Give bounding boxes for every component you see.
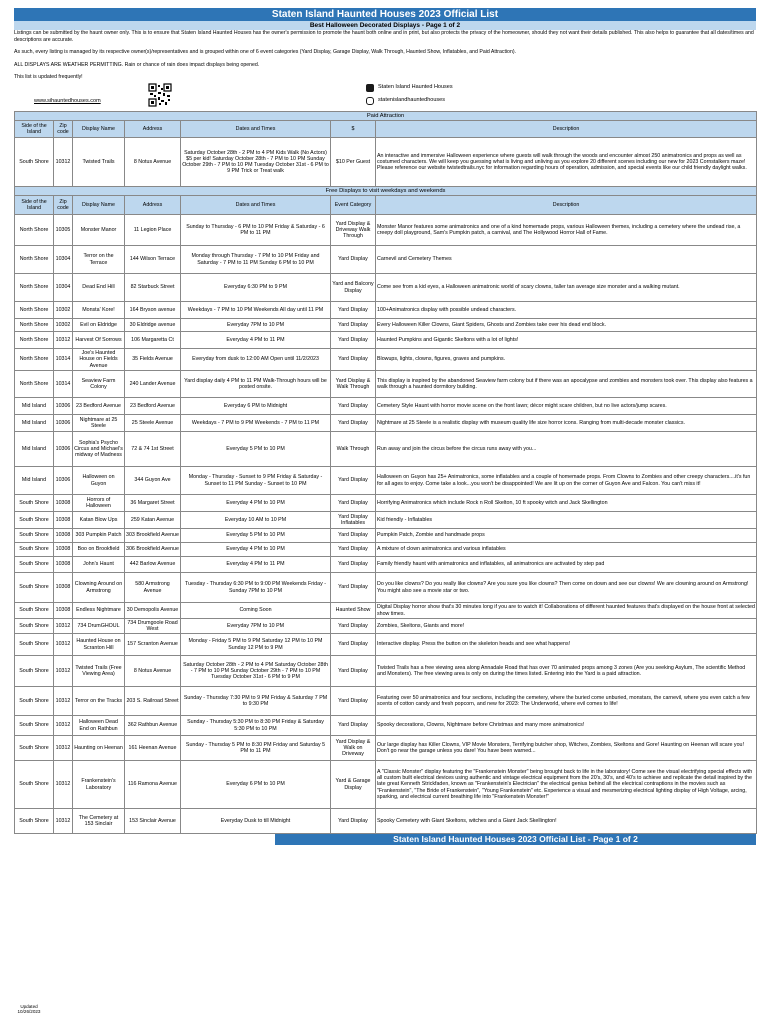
cell-category: Yard Display: [331, 687, 376, 716]
qr-code-icon: [148, 83, 172, 107]
table-row: [15, 467, 757, 495]
cell-name: Harvest Of Sorrows: [73, 332, 125, 349]
cell-description: Haunted Pumpkins and Gigantic Skeltons with a lot of lights!: [376, 332, 757, 349]
cell-zip: 10312: [54, 634, 73, 656]
cell-name: Twisted Trails: [73, 138, 125, 187]
cell-dates: Everyday 7PM to 10 PM: [181, 319, 331, 332]
cell-zip: 10306: [54, 415, 73, 432]
paid-band-label: Paid Attraction: [15, 112, 757, 121]
note-ownership: Listings can be submitted by the haunt owner only. This is to ensure that Staten Island Haunted Houses has the owner's permission to promote the haunt both online and in print, but also protects the privacy of the homeowner, should they not want their details published. This also helps to guarantee that all dates/times and descriptions are accurate.: [14, 30, 754, 44]
cell-zip: 10306: [54, 432, 73, 467]
cell-category: Yard Display: [331, 634, 376, 656]
cell-zip: 10305: [54, 215, 73, 246]
cell-category: Yard Display: [331, 495, 376, 512]
cell-name: Seaview Farm Colony: [73, 371, 125, 398]
cell-dates: Everyday Dusk to till Midnight: [181, 809, 331, 834]
table-row: [15, 215, 757, 246]
cell-side: South Shore: [15, 736, 54, 761]
cell-side: North Shore: [15, 319, 54, 332]
cell-description: This display is inspired by the abandoned Seaview farm colony but if there was an apocalypse and zombies and monsters took over. This display also features a walk through a haunted dormitory building.: [376, 371, 757, 398]
cell-address: 23 Bedford Avenue: [125, 398, 181, 415]
cell-category: Yard Display: [331, 302, 376, 319]
cell-address: 30 Eldridge avenue: [125, 319, 181, 332]
cell-description: Digital Display horror show that's 30 minutes long if you are to watch it! Collaborations of different haunted features that's displayed on the house front at selected show times.: [377, 604, 755, 617]
cell-side: North Shore: [15, 274, 54, 302]
cell-side: South Shore: [15, 529, 54, 543]
cell-name: John's Haunt: [73, 557, 125, 573]
cell-address: 157 Scranton Avenue: [125, 634, 181, 656]
footer-title: Staten Island Haunted Houses 2023 Official List - Page 1 of 2: [275, 834, 756, 845]
cell-address: 240 Lander Avenue: [125, 371, 181, 398]
free-band-label: Free Displays to visit weekdays and weekends: [15, 187, 757, 196]
table-row: [15, 349, 757, 371]
cell-category: Yard Display & Walk Through: [331, 371, 376, 398]
cell-name: Terror on the Terrace: [73, 246, 125, 274]
cell-zip: 10312: [54, 736, 73, 761]
cell-description: Spooky decorations, Clowns, Nightmare before Christmas and many more animatronics!: [376, 716, 757, 736]
paid-header-row: [15, 121, 757, 138]
table-row: [15, 761, 757, 809]
cell-category: Walk Through: [331, 432, 376, 467]
table-row: [15, 634, 757, 656]
cell-side: South Shore: [15, 809, 54, 834]
cell-zip: 10304: [54, 274, 73, 302]
cell-zip: 10312: [54, 138, 73, 187]
cell-dates: Saturday October 28th - 2 PM to 4 PM Saturday October 28th - 7 PM to 10 PM Sunday October 29th - 7 PM to 10 PM Tuesday October 31st - 6 PM to 9 PM: [181, 656, 331, 687]
cell-dates: Everyday 6:30 PM to 9 PM: [181, 274, 331, 302]
cell-category: Yard Display Inflatables: [331, 512, 376, 529]
cell-name: Frankenstein's Laboratory: [73, 761, 125, 809]
facebook-label[interactable]: Staten Island Haunted Houses: [378, 84, 453, 91]
cell-category: Yard and Balcony Display: [331, 274, 376, 302]
cell-address: 580 Armstrong Avenue: [125, 573, 181, 603]
cell-side: North Shore: [15, 332, 54, 349]
cell-address: 306 Brookfield Avenue: [125, 543, 181, 557]
cell-description: Twisted Trails has a free viewing area along Annadale Road that has over 70 animated props among 3 zones (Are you seeking Asylum, The scientific Method and Monsters). The free viewing area is only on during the times listed. Entering into the Yard is a paid attraction.: [376, 656, 757, 687]
document-sheet: [14, 8, 756, 845]
column-header-zip: Zip code: [54, 121, 73, 138]
cell-description: Cemetery Style Haunt with horror movie scene on the front lawn; décor might scare children, but no live actors/jump scares.: [376, 398, 757, 415]
cell-zip: 10312: [54, 716, 73, 736]
cell-category: Yard Display: [331, 716, 376, 736]
cell-address: 8 Notus Avenue: [125, 656, 181, 687]
cell-category: Yard Display: [331, 557, 376, 573]
cell-description: Featuring over 50 animatronics and four sections, including the cemetery, where the buried come unburied, monstars, the carnevil, where you even catch a few scents of cotton candy and fresh popcorn, and new for 2023: The Underworld, where evil comes to life!: [376, 687, 757, 716]
cell-category: Haunted Show: [331, 603, 376, 619]
cell-address: 30 Demopolis Avenue: [125, 603, 181, 619]
cell-description: Spooky Cemetery with Giant Skeltons, witches and a Giant Jack Skellington!: [376, 809, 757, 834]
cell-category: Yard Display: [331, 529, 376, 543]
table-row: [15, 432, 757, 467]
cell-side: South Shore: [15, 687, 54, 716]
cell-zip: 10312: [54, 332, 73, 349]
cell-description: Our large display has Killer Clowns, VIP Movie Monsters, Terrifying butcher shop, Witches, Zombies, Skeltons and Gore! Haunting on Heenan will scare you! Don't go near the garage unless you dare! You have been warned...: [376, 736, 757, 761]
cell-address: 442 Barlow Avenue: [125, 557, 181, 573]
cell-zip: 10312: [54, 809, 73, 834]
listings-table: [14, 111, 757, 834]
cell-name: 303 Pumpkin Patch: [73, 529, 125, 543]
column-header-side: Side of the Island: [15, 121, 54, 138]
cell-description: Carnevil and Cemetery Themes: [376, 246, 757, 274]
cell-dates: Everyday 4 PM to 10 PM: [181, 495, 331, 512]
page-subtitle: Best Halloween Decorated Displays - Page 1 of 2: [14, 21, 756, 30]
cell-address: 35 Fields Avenue: [125, 349, 181, 371]
cell-dates: Weekdays - 7 PM to 10 PM Weekends All day until 11 PM: [181, 302, 331, 319]
notes-section: [14, 30, 756, 81]
table-row: [15, 415, 757, 432]
cell-name: The Cemetery at 153 Sinclair: [73, 809, 125, 834]
note-updated: This list is updated frequently!: [14, 73, 83, 80]
cell-category: Yard Display & Walk on Driveway: [331, 736, 376, 761]
cell-name: Monsta' Kore!: [73, 302, 125, 319]
cell-category: Yard & Garage Display: [331, 761, 376, 809]
note-categories: As such, every listing is managed by its respective owner(s)/representatives and is grouped within one of 6 event categories (Yard Display, Garage Display, Walk Through, Haunted Show, Inflatables, and Paid Attraction).: [14, 49, 516, 56]
cell-side: South Shore: [15, 603, 54, 619]
column-header-category: $: [331, 121, 376, 138]
cell-name: 23 Bedford Avenue: [73, 398, 125, 415]
cell-zip: 10308: [54, 543, 73, 557]
cell-category: Yard Display: [331, 332, 376, 349]
table-row: [15, 371, 757, 398]
column-header-category: Event Category: [331, 196, 376, 215]
cell-zip: 10306: [54, 467, 73, 495]
column-header-address: Address: [125, 196, 181, 215]
updated-date: Updated 10/26/2023: [17, 1004, 41, 1014]
cell-side: Mid Island: [15, 398, 54, 415]
cell-side: North Shore: [15, 302, 54, 319]
facebook-icon: [366, 84, 374, 92]
cell-category: Yard Display: [331, 809, 376, 834]
cell-side: South Shore: [15, 138, 54, 187]
cell-dates: Tuesday - Thursday 6:30 PM to 9:00 PM Weekends Friday - Sunday 7PM to 10 PM: [181, 573, 331, 603]
table-row: [15, 656, 757, 687]
cell-zip: 10308: [54, 512, 73, 529]
cell-dates: Everyday from dusk to 12:00 AM Open until 11/2/2023: [181, 349, 331, 371]
free-band: [15, 187, 757, 196]
cell-dates: Weekdays - 7 PM to 9 PM Weekends - 7 PM to 11 PM: [181, 415, 331, 432]
cell-description: 100+Animatronics display with possible undead characters.: [376, 302, 757, 319]
cell-side: South Shore: [15, 557, 54, 573]
cell-dates: Everyday 6 PM to Midnight: [181, 398, 331, 415]
table-row: [15, 736, 757, 761]
table-row: [15, 398, 757, 415]
cell-zip: 10302: [54, 302, 73, 319]
table-row: [15, 302, 757, 319]
cell-address: 82 Starbuck Street: [125, 274, 181, 302]
cell-address: 8 Notus Avenue: [125, 138, 181, 187]
cell-description: Interactive display. Press the button on the skeleton heads and see what happens!: [376, 634, 757, 656]
cell-category: Yard Display: [331, 467, 376, 495]
cell-address: 344 Guyon Ave: [125, 467, 181, 495]
cell-address: 161 Heenan Avenue: [125, 736, 181, 761]
cell-zip: 10308: [54, 529, 73, 543]
cell-dates: Everyday 4 PM to 11 PM: [181, 557, 331, 573]
cell-dates: Coming Soon: [181, 603, 331, 619]
cell-name: Twisted Trails (Free Viewing Area): [73, 656, 125, 687]
cell-description: Kid friendly - Inflatables: [376, 512, 757, 529]
cell-category: Yard Display: [331, 319, 376, 332]
cell-address: 303 Brookfield Avenue: [125, 529, 181, 543]
cell-description: Blowups, lights, clowns, figures, graves and pumpkins.: [376, 349, 757, 371]
cell-description: Pumpkin Patch, Zombie and handmade props: [376, 529, 757, 543]
cell-name: 734 DrumGHOUL: [73, 619, 125, 634]
note-weather: ALL DISPLAYS ARE WEATHER PERMITTING. Rain or chance of rain does impact displays being opened.: [14, 61, 260, 68]
cell-side: South Shore: [15, 512, 54, 529]
cell-name: Boo on Brookfield: [73, 543, 125, 557]
cell-description: Nightmare at 25 Steele is a realistic display with museum quality life size horror icons. Ranging from multi-decade monster classics.: [376, 415, 757, 432]
table-row: [15, 512, 757, 529]
cell-zip: 10304: [54, 246, 73, 274]
cell-name: Halloween on Guyon: [73, 467, 125, 495]
table-row: [15, 138, 757, 187]
cell-address: 106 Margaretta Ct: [125, 332, 181, 349]
cell-side: South Shore: [15, 495, 54, 512]
social-links: [366, 81, 453, 107]
cell-zip: 10302: [54, 319, 73, 332]
cell-side: South Shore: [15, 543, 54, 557]
column-header-address: Address: [125, 121, 181, 138]
table-row: [15, 573, 757, 603]
table-row: [15, 687, 757, 716]
table-row: [15, 557, 757, 573]
cell-side: North Shore: [15, 371, 54, 398]
cell-address: 362 Rathbun Avenue: [125, 716, 181, 736]
cell-address: 36 Margaret Street: [125, 495, 181, 512]
cell-name: Horrors of Halloween: [73, 495, 125, 512]
cell-name: Haunted House on Scranton Hill: [73, 634, 125, 656]
cell-dates: Monday - Thursday - Sunset to 9 PM Friday & Saturday - Sunset to 11 PM Sunday - Sunset to 10 PM: [181, 467, 331, 495]
cell-dates: Saturday October 28th - 2 PM to 4 PM Kids Walk (No Actors) $5 per kid! Saturday October 28th - 7 PM to 10 PM Sunday October 29th - 7 PM to 10 PM Tuesday October 31st - 6 PM to 9 PM Trick or Treat walk: [181, 138, 331, 187]
table-row: [15, 332, 757, 349]
cell-address: 153 Sinclair Avenue: [125, 809, 181, 834]
cell-zip: 10314: [54, 349, 73, 371]
paid-band: [15, 112, 757, 121]
table-row: [15, 246, 757, 274]
table-row: [15, 529, 757, 543]
cell-category: Yard Display: [331, 656, 376, 687]
column-header-name: Display Name: [73, 121, 125, 138]
cell-category: Yard Display: [331, 543, 376, 557]
cell-name: Terror on the Tracks: [73, 687, 125, 716]
cell-dates: Everyday 4 PM to 10 PM: [181, 543, 331, 557]
cell-dates: Sunday - Thursday 5:30 PM to 8:30 PM Friday & Saturday 5:30 PM to 10 PM: [181, 716, 331, 736]
cell-dates: Monday - Friday 5 PM to 9 PM Saturday 12 PM to 10 PM Sunday 12 PM to 9 PM: [181, 634, 331, 656]
table-row: [15, 495, 757, 512]
cell-category: $10 Per Guest: [331, 138, 376, 187]
cell-side: Mid Island: [15, 432, 54, 467]
table-row: [15, 543, 757, 557]
cell-description: Horrifying Animatronics which include Rock n Roll Skelton, 10 ft spooky witch and Jack Skellington: [376, 495, 757, 512]
cell-zip: 10308: [54, 495, 73, 512]
cell-dates: Everyday 5 PM to 10 PM: [181, 529, 331, 543]
cell-description: Family friendly haunt with animatronics and inflatables, all animatronics are activated by step pad: [376, 557, 757, 573]
cell-zip: 10308: [54, 603, 73, 619]
cell-category: Yard Display: [331, 415, 376, 432]
cell-description: A mixture of clown animatronics and various inflatables: [376, 543, 757, 557]
column-header-description: Description: [376, 121, 757, 138]
cell-category: Yard Display: [331, 398, 376, 415]
cell-dates: Monday through Thursday - 7 PM to 10 PM Friday and Saturday - 7 PM to 11 PM Sunday 6 PM to 10 PM: [181, 246, 331, 274]
column-header-zip: Zip code: [54, 196, 73, 215]
column-header-dates: Dates and Times: [181, 196, 331, 215]
cell-zip: 10306: [54, 398, 73, 415]
table-row: [15, 716, 757, 736]
page-title: Staten Island Haunted Houses 2023 Official List: [14, 8, 756, 21]
table-row: [15, 619, 757, 634]
cell-address: 144 Wilson Terrace: [125, 246, 181, 274]
cell-zip: 10312: [54, 656, 73, 687]
cell-side: South Shore: [15, 761, 54, 809]
table-row: [15, 319, 757, 332]
cell-name: Sophia's Psycho Circus and Michael's midway of Madness: [73, 432, 125, 467]
cell-description: An interactive and immersive Halloween experience where guests will walk through the woods and encounter almost 250 animatronics and props as well as costumed characters. We will keep you guessing what is living and unliving as you explore 20 different scenes including our new for 2023 Cornstalkers maze! Please reference our website twistedtrails.nyc for information regarding hours of operation, admission, and special events like our child friendly daylight walks.: [376, 138, 757, 187]
cell-name: Nightmare at 25 Steele: [73, 415, 125, 432]
cell-description: Do you like clowns? Do you really like clowns? Are you sure you like clowns? Then come on down and see our clowns! We are clowning around on Armstrong! You might also see a movie star or two.: [376, 573, 757, 603]
instagram-label[interactable]: statenislandhauntedhouses: [378, 97, 445, 104]
cell-side: South Shore: [15, 716, 54, 736]
cell-side: South Shore: [15, 634, 54, 656]
cell-side: North Shore: [15, 215, 54, 246]
cell-description: Come see from a kid eyes, a Halloween animatronic world of scary clowns, taller tan average size monster and a walking mutant.: [376, 274, 757, 302]
cell-side: South Shore: [15, 619, 54, 634]
cell-dates: Everyday 10 AM to 10 PM: [181, 512, 331, 529]
cell-name: Haunting on Heenan: [73, 736, 125, 761]
cell-side: South Shore: [15, 656, 54, 687]
cell-description: Monster Manor features some animatronics and one of a kind homemade props, various Halloween themes, including a cemetery where the undead rise, a creepy doll playground, Sam's Pumpkin patch, a carnival, and The Hollywood Horror Hall of Fame.: [376, 215, 757, 246]
cell-address: 25 Steele Avenue: [125, 415, 181, 432]
cell-address: 116 Ramona Avenue: [125, 761, 181, 809]
cell-side: South Shore: [15, 573, 54, 603]
cell-zip: 10312: [54, 761, 73, 809]
instagram-icon: [366, 97, 374, 105]
info-row: [14, 81, 756, 111]
cell-zip: 10312: [54, 619, 73, 634]
cell-address: 734 Drumgoole Road West: [125, 619, 181, 634]
cell-side: North Shore: [15, 349, 54, 371]
cell-side: Mid Island: [15, 467, 54, 495]
cell-description: Run away and join the circus before the circus runs away with you...: [376, 432, 757, 467]
website-link[interactable]: www.sihauntedhouses.com: [34, 98, 101, 105]
cell-side: Mid Island: [15, 415, 54, 432]
table-row: [15, 274, 757, 302]
cell-dates: Sunday - Thursday 7:30 PM to 9 PM Friday & Saturday 7 PM to 9:30 PM: [181, 687, 331, 716]
cell-name: Evil on Eldridge: [73, 319, 125, 332]
column-header-name: Display Name: [73, 196, 125, 215]
cell-address: 72 & 74 1st Street: [125, 432, 181, 467]
column-header-dates: Dates and Times: [181, 121, 331, 138]
cell-category: Yard Display: [331, 619, 376, 634]
cell-zip: 10314: [54, 371, 73, 398]
cell-zip: 10308: [54, 573, 73, 603]
cell-name: Katan Blow Ups: [73, 512, 125, 529]
cell-dates: Everyday 6 PM to 10 PM: [181, 761, 331, 809]
cell-description: Halloween on Guyon has 25+ Animatronics, some inflatables and a couple of homemade props. From Clowns to Zombies and other creepy characters....it's fun for all ages to enjoy. Come take a look...you won't be disappointed! We are lit up on the corner of Guyon Ave and Falcon. You can't miss it!: [376, 467, 757, 495]
cell-name: Monster Manor: [73, 215, 125, 246]
cell-address: 11 Legion Place: [125, 215, 181, 246]
cell-description: Zombies, Skeltons, Giants and more!: [376, 619, 757, 634]
cell-address: 259 Katan Avenue: [125, 512, 181, 529]
cell-dates: Everyday 5 PM to 10 PM: [181, 432, 331, 467]
cell-name: Endless Nightmare: [73, 603, 125, 619]
cell-dates: Yard display daily 4 PM to 11 PM Walk-Through hours will be posted onsite.: [181, 371, 331, 398]
table-row: [15, 809, 757, 834]
cell-side: North Shore: [15, 246, 54, 274]
cell-category: Yard Display: [331, 246, 376, 274]
cell-category: Yard Display: [331, 349, 376, 371]
cell-zip: 10312: [54, 687, 73, 716]
cell-name: Dead End Hill: [73, 274, 125, 302]
cell-address: 203 S. Railroad Street: [125, 687, 181, 716]
column-header-description: Description: [376, 196, 757, 215]
cell-dates: Sunday - Thursday 5 PM to 8:30 PM Friday and Saturday 5 PM to 11 PM: [181, 736, 331, 761]
cell-name: Joe's Haunted House on Fields Avenue: [73, 349, 125, 371]
cell-dates: Everyday 4 PM to 11 PM: [181, 332, 331, 349]
cell-description: A "Classic Monster" display featuring the "Frankenstein Monster" being brought back to life in the laboratory! Come see the visual electrifying special effects with all custom built electrical devices using authentic and vintage electrical equipment from the 20's, 30's, and 40's to achieve and replicate the detail inspired by the late great Kenneth Strickfaden, known as "Frankenstein's Electrician" the electrical genius behind all the electrical contraptions in the movies such as "Frankenstein", "The Bride of Frankenstein", "Young Frankenstein" etc. Experience a visual and mesmerizing electrical lighting display of High Voltage, arcing, sparking, and electrical current breathing life into "Frankenstein Monster!": [376, 761, 757, 809]
cell-name: Halloween Dead End on Rathbun: [73, 716, 125, 736]
free-header-row: [15, 196, 757, 215]
cell-description: Every Halloween Killer Clowns, Giant Spiders, Ghosts and Zombies take over his dead end block.: [376, 319, 757, 332]
cell-dates: Sunday to Thursday - 6 PM to 10 PM Friday & Saturday - 6 PM to 11 PM: [181, 215, 331, 246]
cell-category: Yard Display: [331, 573, 376, 603]
cell-dates: Everyday 7PM to 10 PM: [181, 619, 331, 634]
column-header-side: Side of the Island: [15, 196, 54, 215]
cell-address: 164 Bryson avenue: [125, 302, 181, 319]
cell-category: Yard Display & Driveway Walk Through: [331, 215, 376, 246]
cell-name: Clowning Around on Armstrong: [73, 573, 125, 603]
cell-zip: 10308: [54, 557, 73, 573]
table-row: [15, 603, 757, 619]
